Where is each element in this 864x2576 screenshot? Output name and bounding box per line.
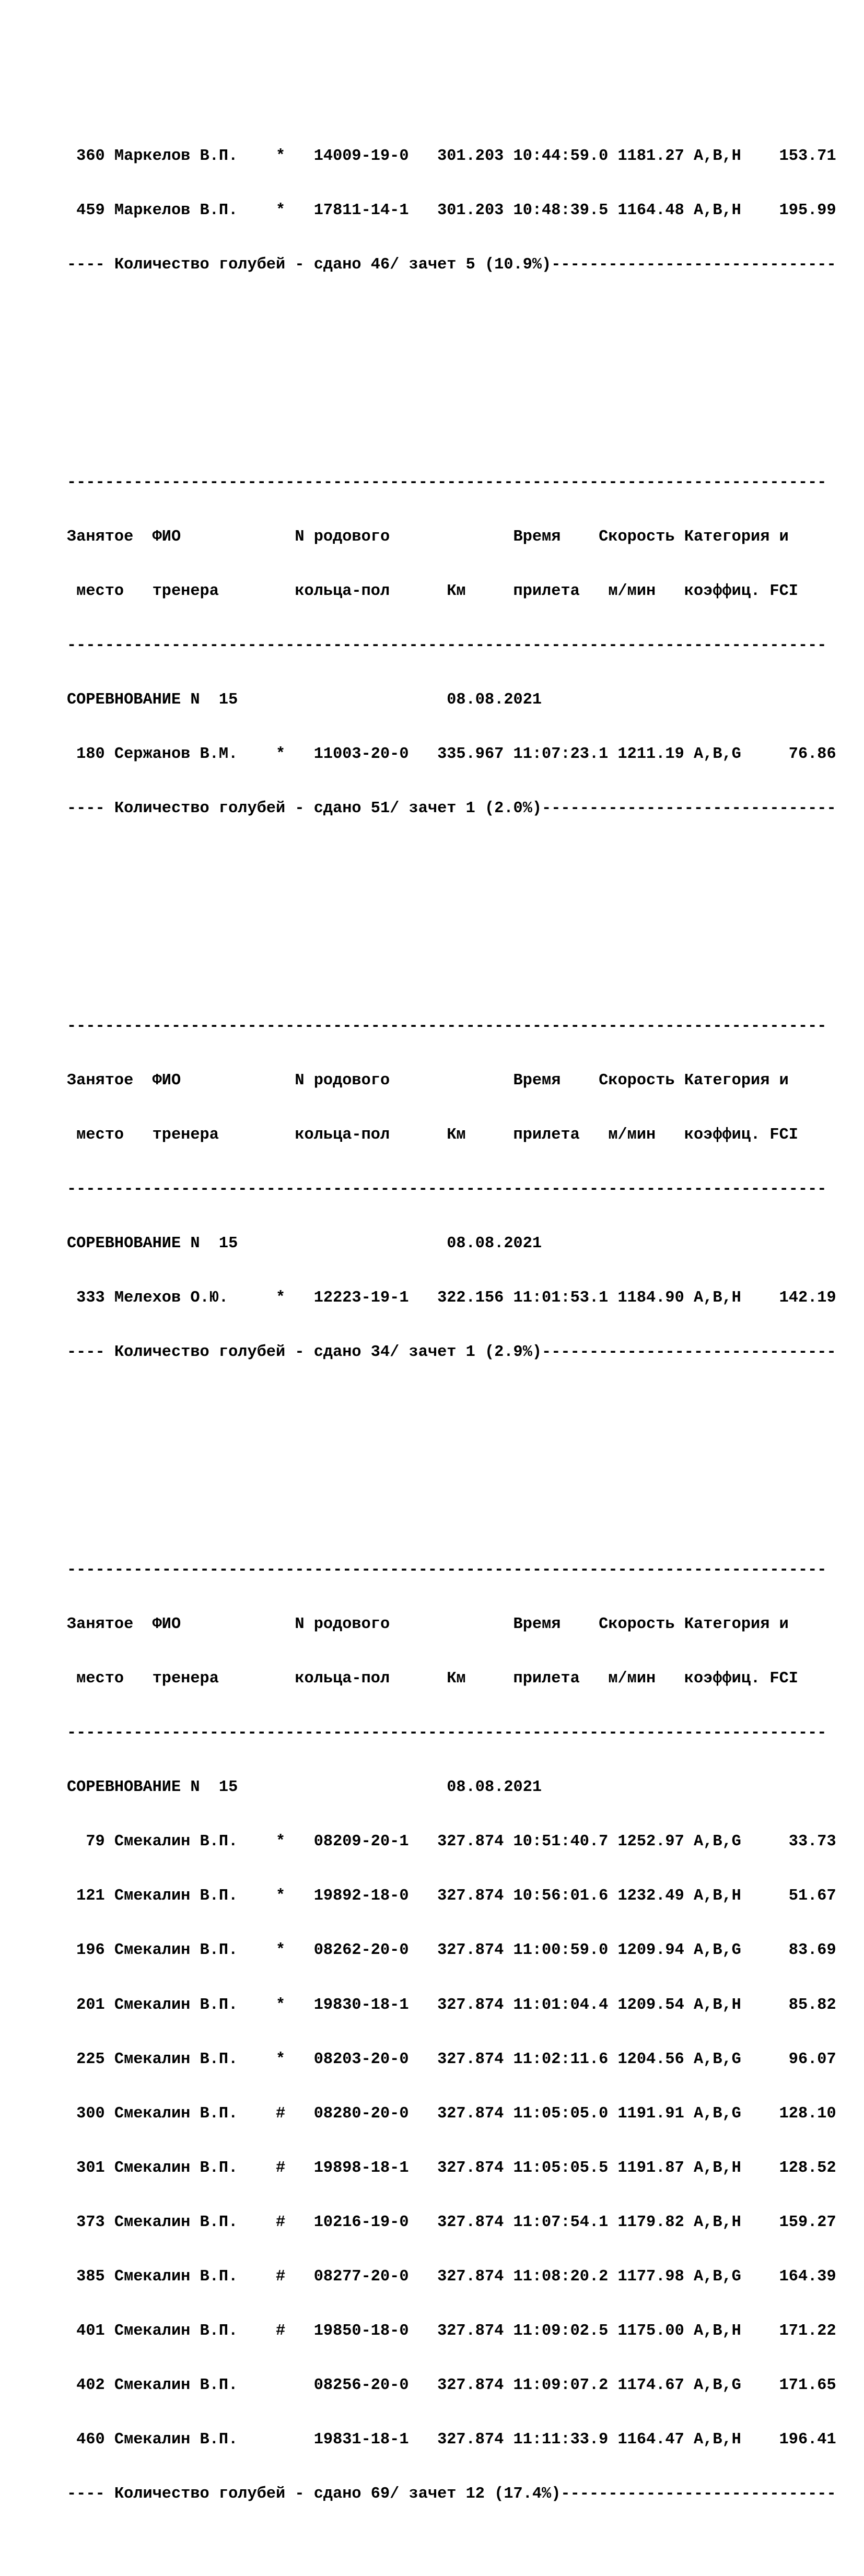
dash-divider: -------------------------------------------------------------------------------- xyxy=(67,473,827,491)
table-header-line-1: Занятое ФИО N родового Время Скорость Категория и xyxy=(67,1071,789,1090)
section-markelov xyxy=(67,111,850,311)
spacer xyxy=(67,891,850,909)
section-summary: ---- Количество голубей - сдано 51/ зачет 1 (2.0%)------------------------------- xyxy=(67,800,836,818)
result-row: 402 Смекалин В.П. 08256-20-0 327.874 11:09:07.2 1174.67 A,B,G 171.65 xyxy=(67,2376,836,2395)
section-smekalin xyxy=(67,1525,850,2539)
result-row: 121 Смекалин В.П. * 19892-18-0 327.874 10:56:01.6 1232.49 A,B,H 51.67 xyxy=(67,1887,836,1905)
result-row: 300 Смекалин В.П. # 08280-20-0 327.874 11:05:05.0 1191.91 A,B,G 128.10 xyxy=(67,2104,836,2123)
dash-divider: -------------------------------------------------------------------------------- xyxy=(67,1017,827,1035)
section-summary: ---- Количество голубей - сдано 69/ зачет 12 (17.4%)----------------------------- xyxy=(67,2485,836,2503)
section-melekhov xyxy=(67,981,850,1398)
dash-divider: -------------------------------------------------------------------------------- xyxy=(67,637,827,655)
result-row: 196 Смекалин В.П. * 08262-20-0 327.874 11:00:59.0 1209.94 A,B,G 83.69 xyxy=(67,1941,836,1960)
result-row: 201 Смекалин В.П. * 19830-18-1 327.874 11:01:04.4 1209.54 A,B,H 85.82 xyxy=(67,1996,836,2014)
competition-title: СОРЕВНОВАНИЕ N 15 08.08.2021 xyxy=(67,1778,542,1797)
section-summary: ---- Количество голубей - сдано 46/ зачет 5 (10.9%)------------------------------ xyxy=(67,256,836,274)
section-summary: ---- Количество голубей - сдано 34/ зачет 1 (2.9%)------------------------------- xyxy=(67,1343,836,1362)
spacer xyxy=(67,1434,850,1453)
result-row: 301 Смекалин В.П. # 19898-18-1 327.874 11:05:05.5 1191.87 A,B,H 128.52 xyxy=(67,2159,836,2177)
dash-divider: -------------------------------------------------------------------------------- xyxy=(67,1724,827,1742)
table-header-line-2: место тренера кольца-пол Км прилета м/мин коэффиц. FCI xyxy=(67,1126,798,1144)
result-row: 333 Мелехов О.Ю. * 12223-19-1 322.156 11:01:53.1 1184.90 A,B,H 142.19 xyxy=(67,1289,836,1307)
result-row: 360 Маркелов В.П. * 14009-19-0 301.203 10:44:59.0 1181.27 A,B,H 153.71 xyxy=(67,147,836,166)
result-row: 460 Смекалин В.П. 19831-18-1 327.874 11:11:33.9 1164.47 A,B,H 196.41 xyxy=(67,2431,836,2449)
table-header-line-2: место тренера кольца-пол Км прилета м/мин коэффиц. FCI xyxy=(67,1669,798,1688)
dash-divider: -------------------------------------------------------------------------------- xyxy=(67,1561,827,1579)
result-row: 79 Смекалин В.П. * 08209-20-1 327.874 10:51:40.7 1252.97 A,B,G 33.73 xyxy=(67,1833,836,1851)
dash-divider: -------------------------------------------------------------------------------- xyxy=(67,1180,827,1199)
competition-title: СОРЕВНОВАНИЕ N 15 08.08.2021 xyxy=(67,1235,542,1253)
competition-title: СОРЕВНОВАНИЕ N 15 08.08.2021 xyxy=(67,691,542,709)
section-serzhanov xyxy=(67,437,850,854)
table-header-line-1: Занятое ФИО N родового Время Скорость Категория и xyxy=(67,528,789,546)
results-document xyxy=(67,39,850,2576)
result-row: 225 Смекалин В.П. * 08203-20-0 327.874 11:02:11.6 1204.56 A,B,G 96.07 xyxy=(67,2050,836,2068)
table-header-line-1: Занятое ФИО N родового Время Скорость Категория и xyxy=(67,1615,789,1633)
spacer xyxy=(67,347,850,365)
result-row: 459 Маркелов В.П. * 17811-14-1 301.203 10:48:39.5 1164.48 A,B,H 195.99 xyxy=(67,202,836,220)
result-row: 401 Смекалин В.П. # 19850-18-0 327.874 11:09:02.5 1175.00 A,B,H 171.22 xyxy=(67,2322,836,2340)
result-row: 373 Смекалин В.П. # 10216-19-0 327.874 11:07:54.1 1179.82 A,B,H 159.27 xyxy=(67,2213,836,2231)
table-header-line-2: место тренера кольца-пол Км прилета м/мин коэффиц. FCI xyxy=(67,582,798,600)
result-row: 385 Смекалин В.П. # 08277-20-0 327.874 11:08:20.2 1177.98 A,B,G 164.39 xyxy=(67,2267,836,2286)
result-row: 180 Сержанов В.М. * 11003-20-0 335.967 11:07:23.1 1211.19 A,B,G 76.86 xyxy=(67,745,836,764)
